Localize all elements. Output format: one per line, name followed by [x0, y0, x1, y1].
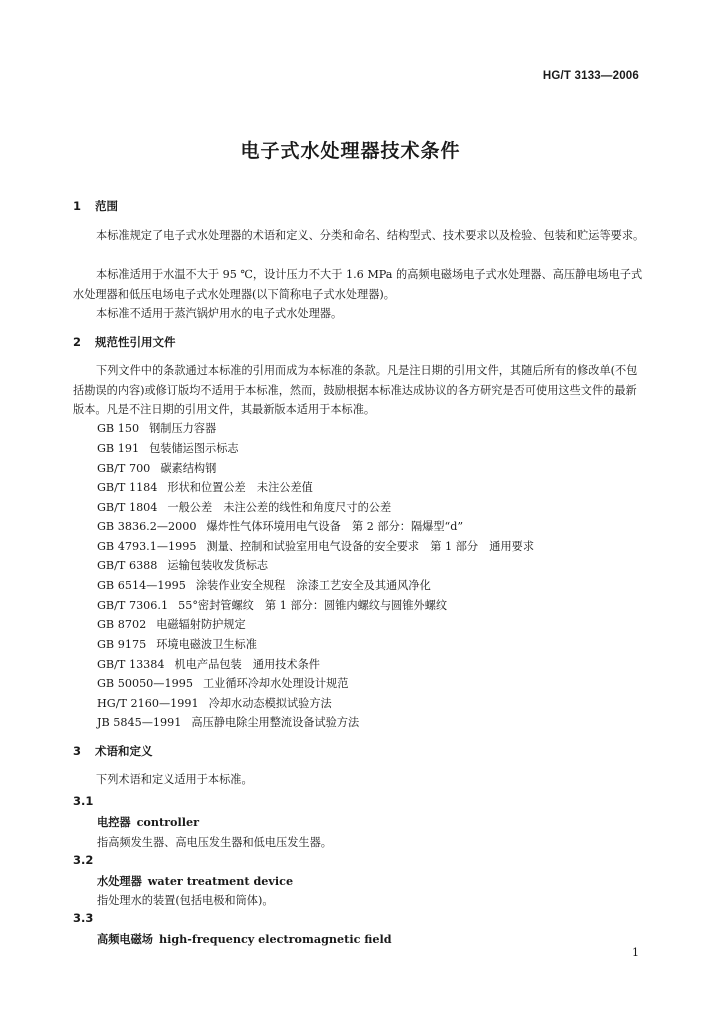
reference-item: GB/T 1184 形状和位置公差 未注公差值 [97, 481, 313, 494]
section-number: 2 [73, 335, 82, 349]
reference-item: GB/T 7306.1 55°密封管螺纹 第 1 部分：圆锥内螺纹与圆锥外螺纹 [97, 599, 448, 612]
section-3-heading [73, 743, 153, 759]
section-title: 范围 [95, 199, 118, 213]
reference-item: JB 5845—1991 高压静电除尘用整流设备试验方法 [97, 716, 360, 729]
reference-item: GB 8702 电磁辐射防护规定 [97, 618, 246, 631]
section-1-paragraph-2: 本标准适用于水温不大于 95 ℃，设计压力不大于 1.6 MPa 的高频电磁场电子式水处理器、高压静电场电子式水处理器和低压电场电子式水处理器(以下简称电子式水处理器)。 [73, 268, 643, 301]
term-definition: 指处理水的装置(包括电极和筒体)。 [97, 894, 274, 907]
section-3-intro: 下列术语和定义适用于本标准。 [96, 773, 253, 786]
term-heading: 水处理器 water treatment device [97, 874, 294, 888]
reference-item: GB/T 13384 机电产品包装 通用技术条件 [97, 658, 320, 671]
reference-item: GB/T 700 碳素结构钢 [97, 462, 217, 475]
subclause-number: 3.2 [73, 853, 94, 867]
standard-code: HG/T 3133—2006 [542, 70, 639, 82]
section-2-heading [73, 334, 176, 350]
section-1-paragraph-3: 本标准不适用于蒸汽锅炉用水的电子式水处理器。 [96, 307, 343, 320]
reference-item: HG/T 2160—1991 冷却水动态模拟试验方法 [97, 697, 332, 710]
section-title: 规范性引用文件 [95, 335, 176, 349]
reference-item: GB 6514—1995 涂装作业安全规程 涂漆工艺安全及其通风净化 [97, 579, 431, 592]
section-2-intro: 下列文件中的条款通过本标准的引用而成为本标准的条款。凡是注日期的引用文件，其随后所有的修改单(不包括勘误的内容)或修订版均不适用于本标准，然而，鼓励根据本标准达成协议的各方研究是否可使用这些文件的最新版本。凡是不注日期的引用文件，其最新版本适用于本标准。 [73, 364, 638, 416]
section-1-paragraph-1: 本标准规定了电子式水处理器的术语和定义、分类和命名、结构型式、技术要求以及检验、包装和贮运等要求。 [96, 229, 645, 242]
reference-item: GB 9175 环境电磁波卫生标准 [97, 638, 257, 651]
reference-item: GB/T 6388 运输包装收发货标志 [97, 559, 269, 572]
section-number: 3 [73, 744, 82, 758]
term-heading: 电控器 controller [97, 815, 200, 829]
reference-item: GB 4793.1—1995 测量、控制和试验室用电气设备的安全要求 第 1 部分 通用要求 [97, 540, 535, 553]
page-number: 1 [632, 946, 639, 959]
section-title: 术语和定义 [95, 744, 153, 758]
document-title: 电子式水处理器技术条件 [240, 140, 461, 162]
subclause-number: 3.1 [73, 794, 94, 808]
section-number: 1 [73, 199, 82, 213]
reference-item: GB 3836.2—2000 爆炸性气体环境用电气设备 第 2 部分：隔爆型“d” [97, 520, 464, 533]
section-1-heading [73, 198, 118, 214]
term-definition: 指高频发生器、高电压发生器和低电压发生器。 [97, 836, 332, 849]
reference-item: GB/T 1804 一般公差 未注公差的线性和角度尺寸的公差 [97, 501, 392, 514]
reference-item: GB 191 包装储运图示标志 [97, 442, 239, 455]
reference-item: GB 50050—1995 工业循环冷却水处理设计规范 [97, 677, 349, 690]
term-heading: 高频电磁场 high-frequency electromagnetic field [97, 932, 392, 946]
subclause-number: 3.3 [73, 911, 94, 925]
reference-item: GB 150 钢制压力容器 [97, 422, 217, 435]
